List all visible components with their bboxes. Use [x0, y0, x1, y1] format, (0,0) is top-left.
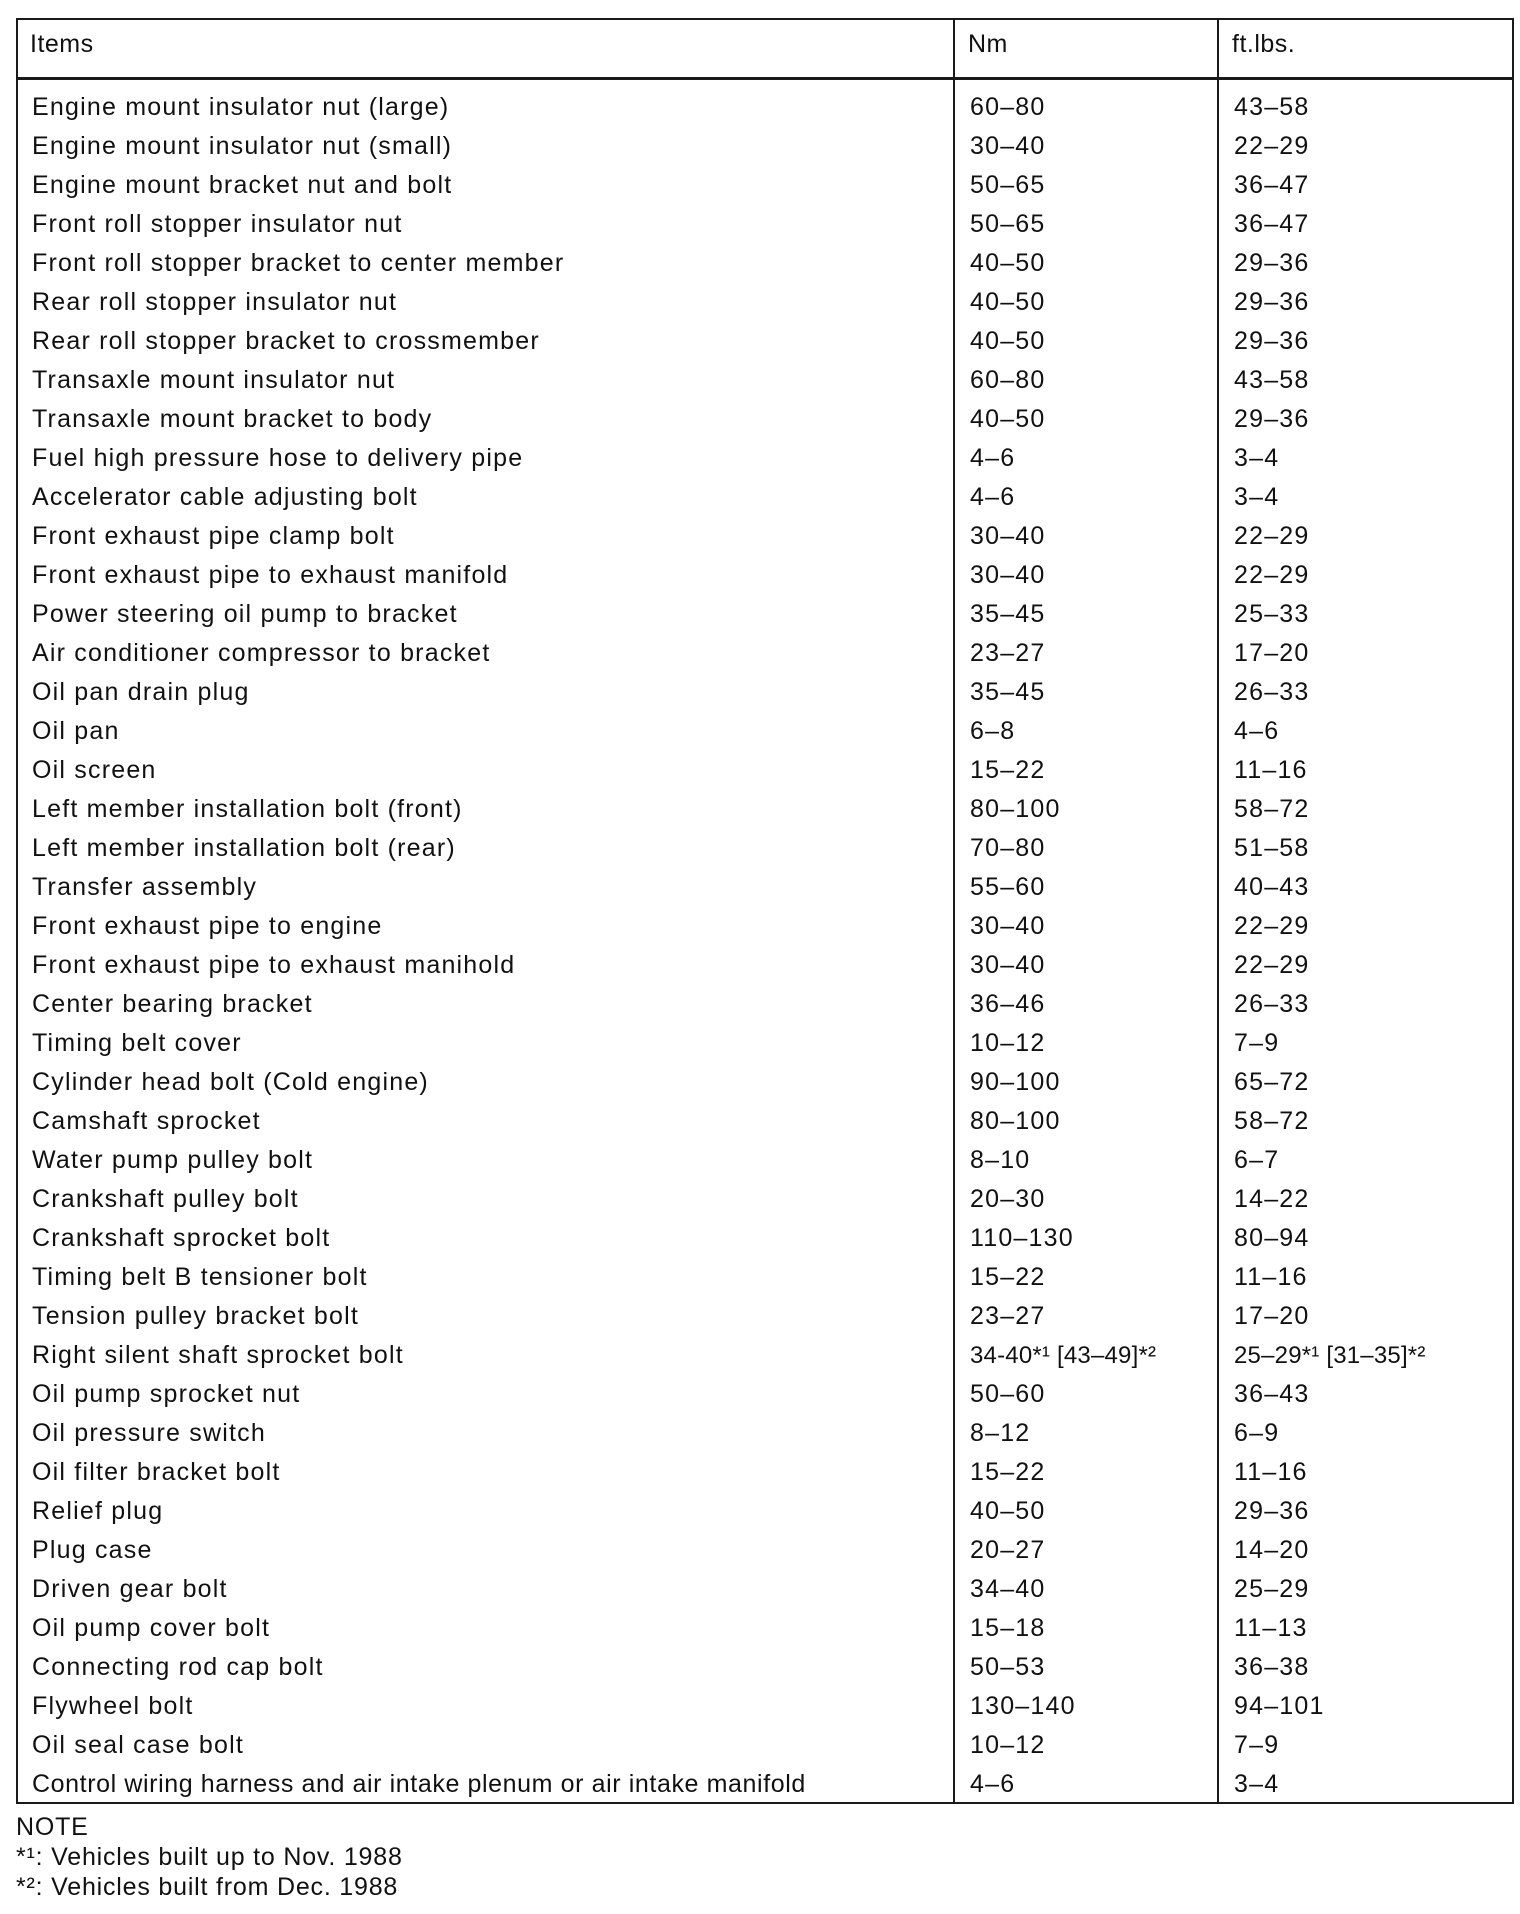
- torque-nm: 36–46: [970, 990, 1046, 1018]
- table-row: [18, 1570, 1512, 1609]
- item-name: Right silent shaft sprocket bolt: [32, 1341, 404, 1369]
- table-row: [18, 1141, 1512, 1180]
- item-name: Front exhaust pipe to engine: [32, 912, 383, 940]
- torque-nm: 130–140: [970, 1692, 1076, 1720]
- item-name: Front exhaust pipe to exhaust manifold: [32, 561, 509, 589]
- header-items: Items: [30, 30, 94, 58]
- table-row: [18, 790, 1512, 829]
- torque-ftlbs: 7–9: [1234, 1029, 1280, 1057]
- table-row: [18, 868, 1512, 907]
- torque-ftlbs: 4–6: [1234, 717, 1280, 745]
- item-name: Transaxle mount insulator nut: [32, 366, 396, 394]
- header-divider: [18, 77, 1512, 80]
- item-name: Center bearing bracket: [32, 990, 313, 1018]
- item-name: Front roll stopper bracket to center member: [32, 249, 565, 277]
- table-row: [18, 1765, 1512, 1804]
- table-row: [18, 127, 1512, 166]
- table-row: [18, 751, 1512, 790]
- torque-nm: 40–50: [970, 249, 1046, 277]
- table-row: [18, 283, 1512, 322]
- item-name: Front roll stopper insulator nut: [32, 210, 403, 238]
- torque-nm: 50–53: [970, 1653, 1046, 1681]
- torque-ftlbs: 36–47: [1234, 171, 1310, 199]
- torque-nm: 10–12: [970, 1731, 1046, 1759]
- torque-ftlbs: 22–29: [1234, 912, 1310, 940]
- item-name: Accelerator cable adjusting bolt: [32, 483, 418, 511]
- note-footnote-1: *¹: Vehicles built up to Nov. 1988: [16, 1843, 403, 1871]
- item-name: Engine mount bracket nut and bolt: [32, 171, 453, 199]
- table-row: [18, 985, 1512, 1024]
- torque-ftlbs: 29–36: [1234, 288, 1310, 316]
- table-row: [18, 244, 1512, 283]
- torque-ftlbs: 51–58: [1234, 834, 1310, 862]
- torque-ftlbs: 58–72: [1234, 1107, 1310, 1135]
- torque-ftlbs: 3–4: [1234, 483, 1280, 511]
- torque-nm: 20–30: [970, 1185, 1046, 1213]
- item-name: Crankshaft pulley bolt: [32, 1185, 299, 1213]
- table-row: [18, 205, 1512, 244]
- table-row: [18, 1297, 1512, 1336]
- table-body: [18, 88, 1512, 1804]
- item-name: Oil pump sprocket nut: [32, 1380, 301, 1408]
- torque-nm: 30–40: [970, 132, 1046, 160]
- item-name: Front exhaust pipe to exhaust manihold: [32, 951, 516, 979]
- torque-ftlbs: 11–13: [1234, 1614, 1308, 1642]
- item-name: Camshaft sprocket: [32, 1107, 261, 1135]
- item-name: Connecting rod cap bolt: [32, 1653, 324, 1681]
- torque-ftlbs: 7–9: [1234, 1731, 1280, 1759]
- torque-ftlbs: 11–16: [1234, 1458, 1308, 1486]
- torque-ftlbs: 43–58: [1234, 93, 1310, 121]
- torque-nm: 50–65: [970, 210, 1046, 238]
- torque-nm: 30–40: [970, 951, 1046, 979]
- torque-nm: 35–45: [970, 678, 1046, 706]
- torque-nm: 23–27: [970, 639, 1046, 667]
- table-row: [18, 556, 1512, 595]
- torque-ftlbs: 29–36: [1234, 1497, 1310, 1525]
- torque-ftlbs: 26–33: [1234, 678, 1310, 706]
- item-name: Oil pan drain plug: [32, 678, 250, 706]
- item-name: Left member installation bolt (front): [32, 795, 463, 823]
- torque-nm: 34-40*¹ [43–49]*²: [970, 1342, 1157, 1369]
- torque-nm: 15–22: [970, 1263, 1046, 1291]
- torque-ftlbs: 17–20: [1234, 1302, 1310, 1330]
- torque-ftlbs: 11–16: [1234, 756, 1308, 784]
- torque-nm: 55–60: [970, 873, 1046, 901]
- torque-ftlbs: 6–9: [1234, 1419, 1280, 1447]
- item-name: Relief plug: [32, 1497, 164, 1525]
- item-name: Engine mount insulator nut (small): [32, 132, 453, 160]
- table-row: [18, 634, 1512, 673]
- torque-nm: 8–12: [970, 1419, 1031, 1447]
- table-row: [18, 1609, 1512, 1648]
- table-row: [18, 712, 1512, 751]
- torque-nm: 6–8: [970, 717, 1016, 745]
- item-name: Control wiring harness and air intake plenum or air intake manifold: [32, 1770, 806, 1798]
- torque-ftlbs: 36–43: [1234, 1380, 1310, 1408]
- note-title: NOTE: [16, 1813, 89, 1841]
- item-name: Power steering oil pump to bracket: [32, 600, 458, 628]
- torque-nm: 80–100: [970, 795, 1061, 823]
- table-row: [18, 595, 1512, 634]
- torque-ftlbs: 6–7: [1234, 1146, 1280, 1174]
- note-footnote-2: *²: Vehicles built from Dec. 1988: [16, 1873, 399, 1901]
- torque-nm: 30–40: [970, 561, 1046, 589]
- torque-nm: 10–12: [970, 1029, 1046, 1057]
- item-name: Engine mount insulator nut (large): [32, 93, 450, 121]
- torque-ftlbs: 36–38: [1234, 1653, 1310, 1681]
- torque-ftlbs: 43–58: [1234, 366, 1310, 394]
- torque-ftlbs: 11–16: [1234, 1263, 1308, 1291]
- torque-nm: 4–6: [970, 444, 1016, 472]
- table-row: [18, 829, 1512, 868]
- torque-nm: 4–6: [970, 483, 1016, 511]
- table-row: [18, 1375, 1512, 1414]
- item-name: Left member installation bolt (rear): [32, 834, 456, 862]
- torque-nm: 50–65: [970, 171, 1046, 199]
- torque-ftlbs: 80–94: [1234, 1224, 1310, 1252]
- header-nm: Nm: [968, 30, 1008, 58]
- table-row: [18, 1531, 1512, 1570]
- item-name: Tension pulley bracket bolt: [32, 1302, 360, 1330]
- table-row: [18, 1648, 1512, 1687]
- table-row: [18, 1726, 1512, 1765]
- item-name: Fuel high pressure hose to delivery pipe: [32, 444, 524, 472]
- table-row: [18, 517, 1512, 556]
- table-row: [18, 1336, 1512, 1375]
- torque-nm: 34–40: [970, 1575, 1046, 1603]
- item-name: Oil seal case bolt: [32, 1731, 244, 1759]
- torque-ftlbs: 65–72: [1234, 1068, 1310, 1096]
- table-row: [18, 1024, 1512, 1063]
- torque-ftlbs: 3–4: [1234, 444, 1280, 472]
- item-name: Plug case: [32, 1536, 153, 1564]
- table-row: [18, 1180, 1512, 1219]
- table-row: [18, 322, 1512, 361]
- item-name: Timing belt cover: [32, 1029, 242, 1057]
- item-name: Flywheel bolt: [32, 1692, 194, 1720]
- torque-nm: 35–45: [970, 600, 1046, 628]
- torque-nm: 70–80: [970, 834, 1046, 862]
- torque-ftlbs: 22–29: [1234, 951, 1310, 979]
- torque-ftlbs: 14–20: [1234, 1536, 1310, 1564]
- table-row: [18, 361, 1512, 400]
- item-name: Front exhaust pipe clamp bolt: [32, 522, 395, 550]
- torque-nm: 15–22: [970, 756, 1046, 784]
- torque-nm: 40–50: [970, 405, 1046, 433]
- item-name: Oil screen: [32, 756, 157, 784]
- item-name: Water pump pulley bolt: [32, 1146, 314, 1174]
- torque-nm: 60–80: [970, 93, 1046, 121]
- torque-nm: 15–22: [970, 1458, 1046, 1486]
- table-row: [18, 946, 1512, 985]
- torque-ftlbs: 40–43: [1234, 873, 1310, 901]
- item-name: Driven gear bolt: [32, 1575, 228, 1603]
- torque-nm: 4–6: [970, 1770, 1016, 1798]
- item-name: Transfer assembly: [32, 873, 258, 901]
- item-name: Oil pressure switch: [32, 1419, 266, 1447]
- table-row: [18, 907, 1512, 946]
- torque-ftlbs: 22–29: [1234, 132, 1310, 160]
- table-row: [18, 400, 1512, 439]
- item-name: Transaxle mount bracket to body: [32, 405, 433, 433]
- torque-nm: 15–18: [970, 1614, 1046, 1642]
- header-ftlbs: ft.lbs.: [1232, 30, 1296, 58]
- torque-nm: 8–10: [970, 1146, 1031, 1174]
- item-name: Cylinder head bolt (Cold engine): [32, 1068, 429, 1096]
- torque-nm: 50–60: [970, 1380, 1046, 1408]
- torque-nm: 60–80: [970, 366, 1046, 394]
- table-row: [18, 1414, 1512, 1453]
- torque-ftlbs: 22–29: [1234, 522, 1310, 550]
- torque-ftlbs: 58–72: [1234, 795, 1310, 823]
- torque-nm: 40–50: [970, 288, 1046, 316]
- table-row: [18, 1453, 1512, 1492]
- item-name: Air conditioner compressor to bracket: [32, 639, 491, 667]
- torque-nm: 30–40: [970, 522, 1046, 550]
- table-row: [18, 88, 1512, 127]
- table-row: [18, 439, 1512, 478]
- torque-nm: 23–27: [970, 1302, 1046, 1330]
- item-name: Oil pump cover bolt: [32, 1614, 271, 1642]
- table-row: [18, 478, 1512, 517]
- table-row: [18, 1063, 1512, 1102]
- torque-ftlbs: 25–29*¹ [31–35]*²: [1234, 1342, 1426, 1369]
- torque-ftlbs: 3–4: [1234, 1770, 1280, 1798]
- torque-ftlbs: 94–101: [1234, 1692, 1325, 1720]
- item-name: Crankshaft sprocket bolt: [32, 1224, 331, 1252]
- table-row: [18, 166, 1512, 205]
- torque-ftlbs: 25–33: [1234, 600, 1310, 628]
- torque-ftlbs: 14–22: [1234, 1185, 1310, 1213]
- table-row: [18, 1219, 1512, 1258]
- torque-spec-table: [16, 18, 1514, 1804]
- torque-nm: 90–100: [970, 1068, 1061, 1096]
- torque-ftlbs: 22–29: [1234, 561, 1310, 589]
- torque-ftlbs: 26–33: [1234, 990, 1310, 1018]
- torque-ftlbs: 36–47: [1234, 210, 1310, 238]
- item-name: Oil pan: [32, 717, 120, 745]
- item-name: Rear roll stopper bracket to crossmember: [32, 327, 540, 355]
- torque-nm: 20–27: [970, 1536, 1046, 1564]
- torque-ftlbs: 17–20: [1234, 639, 1310, 667]
- torque-nm: 80–100: [970, 1107, 1061, 1135]
- torque-nm: 40–50: [970, 327, 1046, 355]
- table-row: [18, 1687, 1512, 1726]
- torque-nm: 110–130: [970, 1224, 1074, 1252]
- table-row: [18, 1102, 1512, 1141]
- footnote-block: [16, 1812, 403, 1902]
- item-name: Oil filter bracket bolt: [32, 1458, 281, 1486]
- table-row: [18, 673, 1512, 712]
- item-name: Rear roll stopper insulator nut: [32, 288, 398, 316]
- table-row: [18, 1258, 1512, 1297]
- torque-ftlbs: 29–36: [1234, 327, 1310, 355]
- table-row: [18, 1492, 1512, 1531]
- torque-nm: 40–50: [970, 1497, 1046, 1525]
- torque-nm: 30–40: [970, 912, 1046, 940]
- torque-ftlbs: 29–36: [1234, 405, 1310, 433]
- torque-ftlbs: 25–29: [1234, 1575, 1310, 1603]
- item-name: Timing belt B tensioner bolt: [32, 1263, 368, 1291]
- torque-ftlbs: 29–36: [1234, 249, 1310, 277]
